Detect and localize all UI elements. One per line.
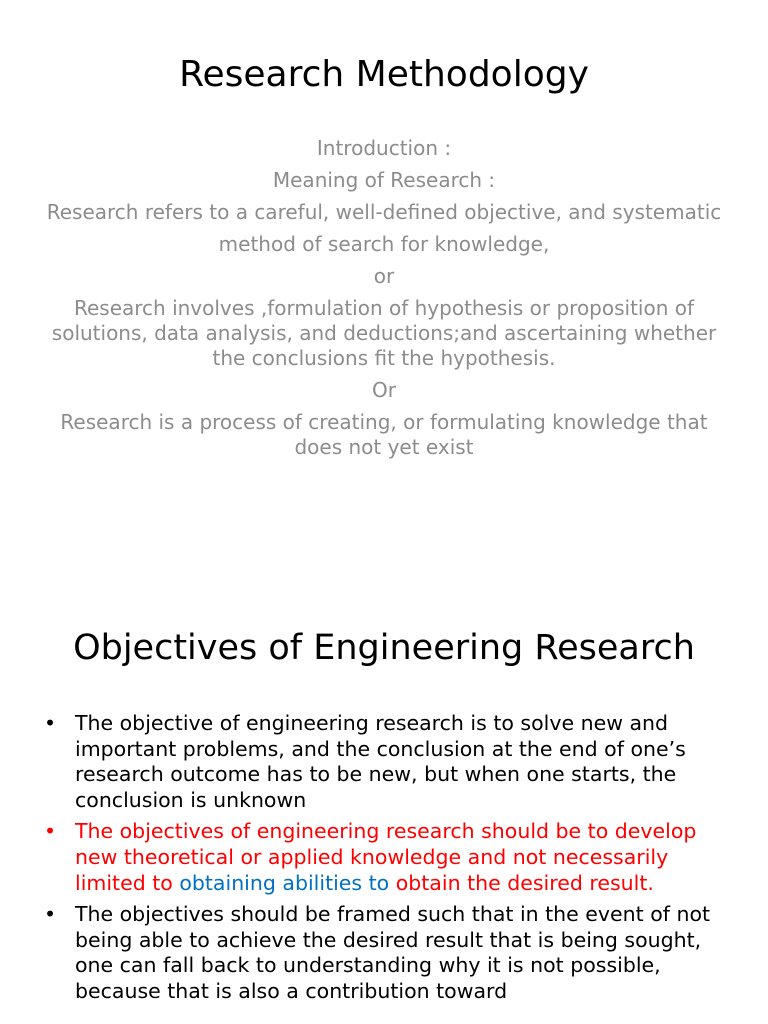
meaning-heading: Meaning of Research : (272, 168, 496, 192)
slide-title: Research Methodology (179, 54, 589, 95)
list-item (44, 902, 734, 1004)
definition-3: Research is a process of creating, or formulating knowledge that does not yet exist (60, 410, 708, 459)
intro-text-block (40, 136, 728, 467)
definition-line-1: Research refers to a careful, well-defined objective, and systematic (46, 200, 722, 224)
bullet-text-part: obtain the desired result. (395, 870, 654, 895)
bullet-text-part: The objectives of engineering research should be to develop new theoretical or applied knowledge and not necessarily limited to (75, 819, 697, 895)
separator-or-2: Or (372, 378, 396, 402)
list-item (44, 819, 734, 896)
slide-title: Objectives of Engineering Research (73, 628, 695, 668)
connector-word: to (362, 870, 396, 895)
bullet-text: The objectives should be framed such that in the event of not being able to achieve the desired result that is being sought, one can fall back to understanding why it is not possible, because that is also a contribution toward (75, 902, 711, 1003)
bullet-icon: • (44, 902, 57, 927)
bullet-icon: • (44, 819, 57, 844)
objectives-list (44, 711, 734, 1011)
bullet-icon: • (44, 711, 57, 735)
definition-line-2: method of search for knowledge, (218, 232, 550, 256)
highlighted-phrase: obtaining abilities (179, 870, 363, 895)
bullet-text: The objective of engineering research is to solve new and important problems, and the conclusion at the end of one’s research outcome has to be new, but when one starts, the conclusion is unknown (75, 711, 686, 812)
slide-objectives (0, 576, 768, 1024)
intro-heading: Introduction : (316, 136, 452, 160)
definition-2: Research involves ,formulation of hypothesis or proposition of solutions, data analysis, and deductions;and ascertaining whether the conclusions fit the hypothesis. (51, 296, 717, 370)
separator-or: or (373, 264, 395, 288)
list-item (44, 711, 734, 813)
